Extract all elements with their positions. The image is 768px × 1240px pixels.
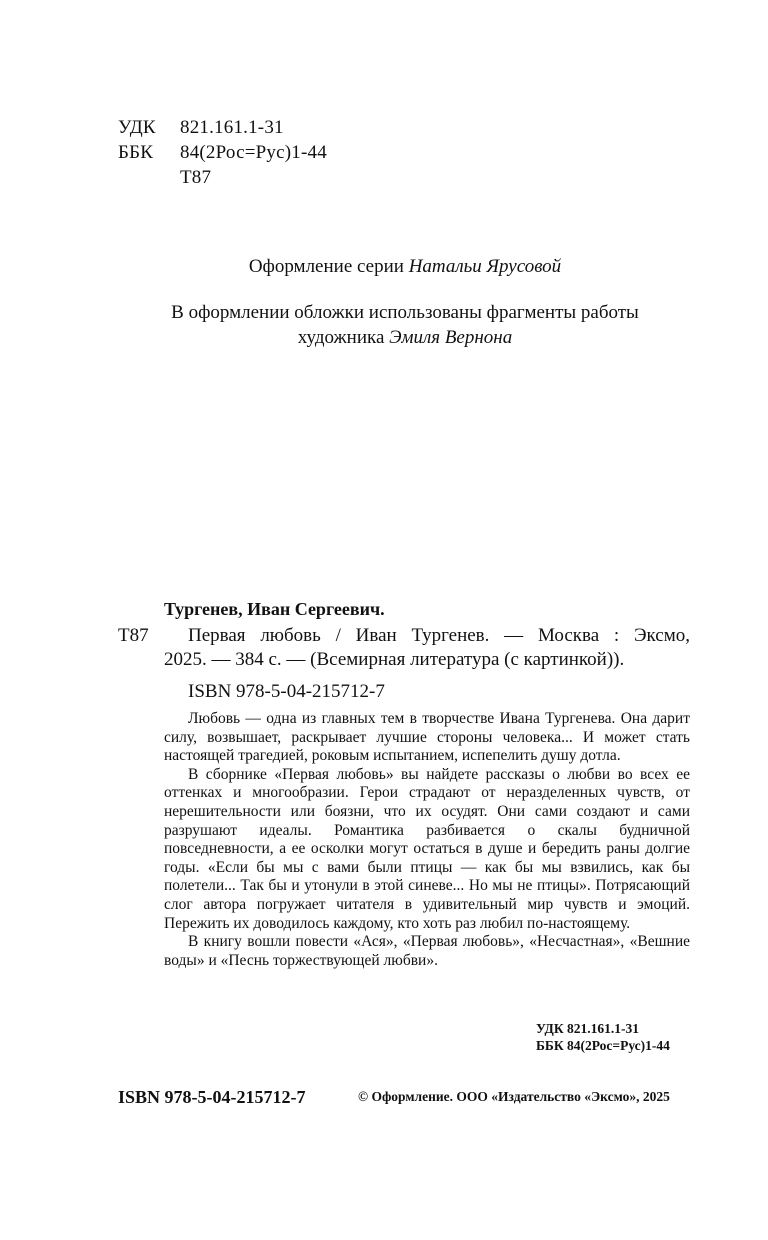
index-bbk: ББК 84(2Рос=Рус)1-44 [536,1038,670,1053]
bbk-label: ББК [118,142,154,163]
annotation-paragraph-3: В книгу вошли повести «Ася», «Первая любовь», «Несчастная», «Вешние воды» и «Песнь торжествующей любви». [164,933,690,969]
record-description-line1: Первая любовь / Иван Тургенев. — Москва : Эксмо, [188,625,690,646]
annotation [164,710,690,970]
cover-artist-name: Эмиля Вернона [389,327,513,348]
series-design-prefix: Оформление серии [248,256,409,277]
udk-value: 821.161.1-31 [180,117,284,138]
record-description-line2: 2025. — 384 с. — (Всемирная литература (с картинкой)). [164,649,625,670]
cover-credit-prefix: художника [297,327,390,348]
bbk-value: 84(2Рос=Рус)1-44 [180,142,327,163]
footer-isbn: ISBN 978-5-04-215712-7 [118,1087,306,1107]
record-isbn: ISBN 978-5-04-215712-7 [188,681,385,702]
record-author-mark: Т87 [118,625,149,646]
cover-credit-line2 [100,325,710,350]
record-author: Тургенев, Иван Сергеевич. [164,599,385,619]
cover-credit-line1: В оформлении обложки использованы фрагменты работы [171,302,639,323]
index-udk: УДК 821.161.1-31 [536,1021,639,1036]
udk-label: УДК [118,117,156,138]
annotation-paragraph-2: В сборнике «Первая любовь» вы найдете рассказы о любви во всех ее оттенках и многообразии. Герои страдают от неразделенных чувств, от нерешительности или боязни, что их осудят. Они сами создают и сами разрушают идеалы. Романтика разбивается о скалы будничной повседневности, а ее осколки могут остаться в душе и бередить раны долгие годы. «Если бы мы с вами были птицы — как бы мы взвились, как бы полетели... Так бы и утонули в этой синеве... Но мы не птицы». Потрясающий слог автора погружает читателя в удивительный мир чувств и эмоций. Пережить их доводилось каждому, кто хоть раз любил по-настоящему. [164,765,690,932]
footer-copyright: © Оформление. ООО «Издательство «Эксмо», 2025 [358,1089,670,1104]
annotation-paragraph-1: Любовь — одна из главных тем в творчестве Ивана Тургенева. Она дарит силу, возвышает, раскрывает лучшие стороны человека... И может стать настоящей трагедией, роковым испытанием, испепелить душу дотла. [164,710,690,765]
author-mark: Т87 [180,167,212,188]
series-design-credit [100,254,710,279]
series-designer-name: Натальи Ярусовой [408,256,562,277]
